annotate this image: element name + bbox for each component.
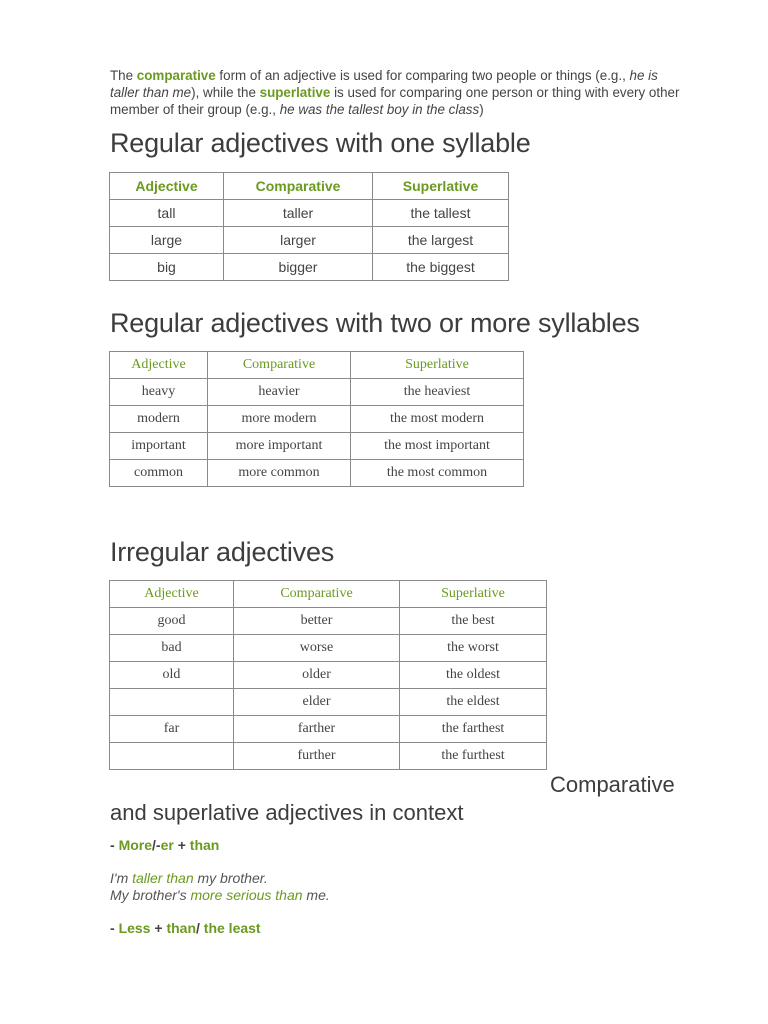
keyword-superlative: superlative (259, 85, 331, 100)
table-row (110, 716, 547, 743)
column-header: Superlative (351, 352, 524, 379)
table-cell: the farthest (400, 716, 547, 743)
table-cell: the most modern (351, 406, 524, 433)
example-text: I'm (110, 870, 133, 886)
intro-paragraph (110, 67, 685, 118)
table-cell: older (234, 662, 400, 689)
column-header: Adjective (110, 581, 234, 608)
table-cell: important (110, 433, 208, 460)
rule-more-er-than (110, 837, 219, 853)
section-heading: Irregular adjectives (110, 537, 335, 567)
table-cell: big (110, 254, 224, 281)
table-cell: heavier (208, 379, 351, 406)
intro-example: he was the tallest boy in the class (279, 102, 480, 117)
section-heading: Regular adjectives with one syllable (110, 128, 531, 158)
table-cell (110, 689, 234, 716)
table-row (110, 433, 524, 460)
intro-text: form of an adjective is used for comparing two people or things (e.g., (215, 68, 630, 83)
rule-text: /- (152, 837, 161, 853)
example-sentence (110, 870, 268, 886)
table-cell: the largest (373, 227, 509, 254)
intro-text: The (110, 68, 137, 83)
table-cell: further (234, 743, 400, 770)
column-header: Comparative (234, 581, 400, 608)
table-cell: bad (110, 635, 234, 662)
table-cell: more common (208, 460, 351, 487)
example-text: me. (302, 887, 330, 903)
table-cell: better (234, 608, 400, 635)
example-highlight: more serious than (190, 887, 303, 903)
context-heading-part2: and superlative adjectives in context (110, 800, 464, 825)
table-cell: modern (110, 406, 208, 433)
table-cell: the oldest (400, 662, 547, 689)
table-cell: the most important (351, 433, 524, 460)
rule-keyword: Less (118, 920, 151, 936)
table-row (110, 689, 547, 716)
table-cell: elder (234, 689, 400, 716)
section-heading: Regular adjectives with two or more syllables (110, 308, 640, 338)
table-row (110, 635, 547, 662)
table-row (110, 743, 547, 770)
table-cell: the furthest (400, 743, 547, 770)
table-cell: the heaviest (351, 379, 524, 406)
table-row (110, 254, 509, 281)
table-cell: large (110, 227, 224, 254)
table-cell: more modern (208, 406, 351, 433)
example-highlight: taller than (132, 870, 194, 886)
table-row (110, 227, 509, 254)
rule-text: + (150, 920, 167, 936)
rule-text: - (110, 920, 119, 936)
column-header: Adjective (110, 352, 208, 379)
table-header-row (110, 173, 509, 200)
rule-less-than-least (110, 920, 261, 936)
keyword-comparative: comparative (136, 68, 216, 83)
table-row (110, 200, 509, 227)
rule-keyword: the least (203, 920, 261, 936)
table-cell: the eldest (400, 689, 547, 716)
table-cell: larger (224, 227, 373, 254)
adjective-table-irregular (109, 580, 547, 770)
intro-example: he is taller than me (110, 68, 658, 100)
example-sentence (110, 887, 330, 903)
table-row (110, 662, 547, 689)
rule-keyword: More (118, 837, 153, 853)
column-header: Comparative (224, 173, 373, 200)
table-row (110, 460, 524, 487)
intro-text: ) (479, 102, 484, 117)
table-row (110, 379, 524, 406)
table-row (110, 406, 524, 433)
intro-text: is used for comparing one person or thing with every other member of their group (e.g., (110, 85, 680, 117)
table-cell: farther (234, 716, 400, 743)
table-cell: the biggest (373, 254, 509, 281)
table-cell: the worst (400, 635, 547, 662)
adjective-table-one-syllable (109, 172, 509, 281)
rule-keyword: than (166, 920, 197, 936)
table-cell (110, 743, 234, 770)
rule-text: + (173, 837, 190, 853)
table-row (110, 608, 547, 635)
table-cell: heavy (110, 379, 208, 406)
table-cell: old (110, 662, 234, 689)
table-cell: far (110, 716, 234, 743)
table-cell: the best (400, 608, 547, 635)
example-text: my brother. (193, 870, 268, 886)
table-header-row (110, 581, 547, 608)
table-cell: the tallest (373, 200, 509, 227)
table-cell: bigger (224, 254, 373, 281)
intro-text: ), while the (191, 85, 260, 100)
table-cell: more important (208, 433, 351, 460)
column-header: Comparative (208, 352, 351, 379)
rule-text: / (196, 920, 204, 936)
table-cell: taller (224, 200, 373, 227)
column-header: Superlative (400, 581, 547, 608)
rule-keyword: er (160, 837, 174, 853)
context-heading-part1: Comparative (550, 772, 675, 797)
rule-keyword: than (189, 837, 220, 853)
table-cell: worse (234, 635, 400, 662)
column-header: Adjective (110, 173, 224, 200)
rule-text: - (110, 837, 119, 853)
table-header-row (110, 352, 524, 379)
table-cell: common (110, 460, 208, 487)
table-cell: good (110, 608, 234, 635)
example-text: My brother's (110, 887, 191, 903)
adjective-table-multi-syllable (109, 351, 524, 487)
table-cell: the most common (351, 460, 524, 487)
table-cell: tall (110, 200, 224, 227)
column-header: Superlative (373, 173, 509, 200)
